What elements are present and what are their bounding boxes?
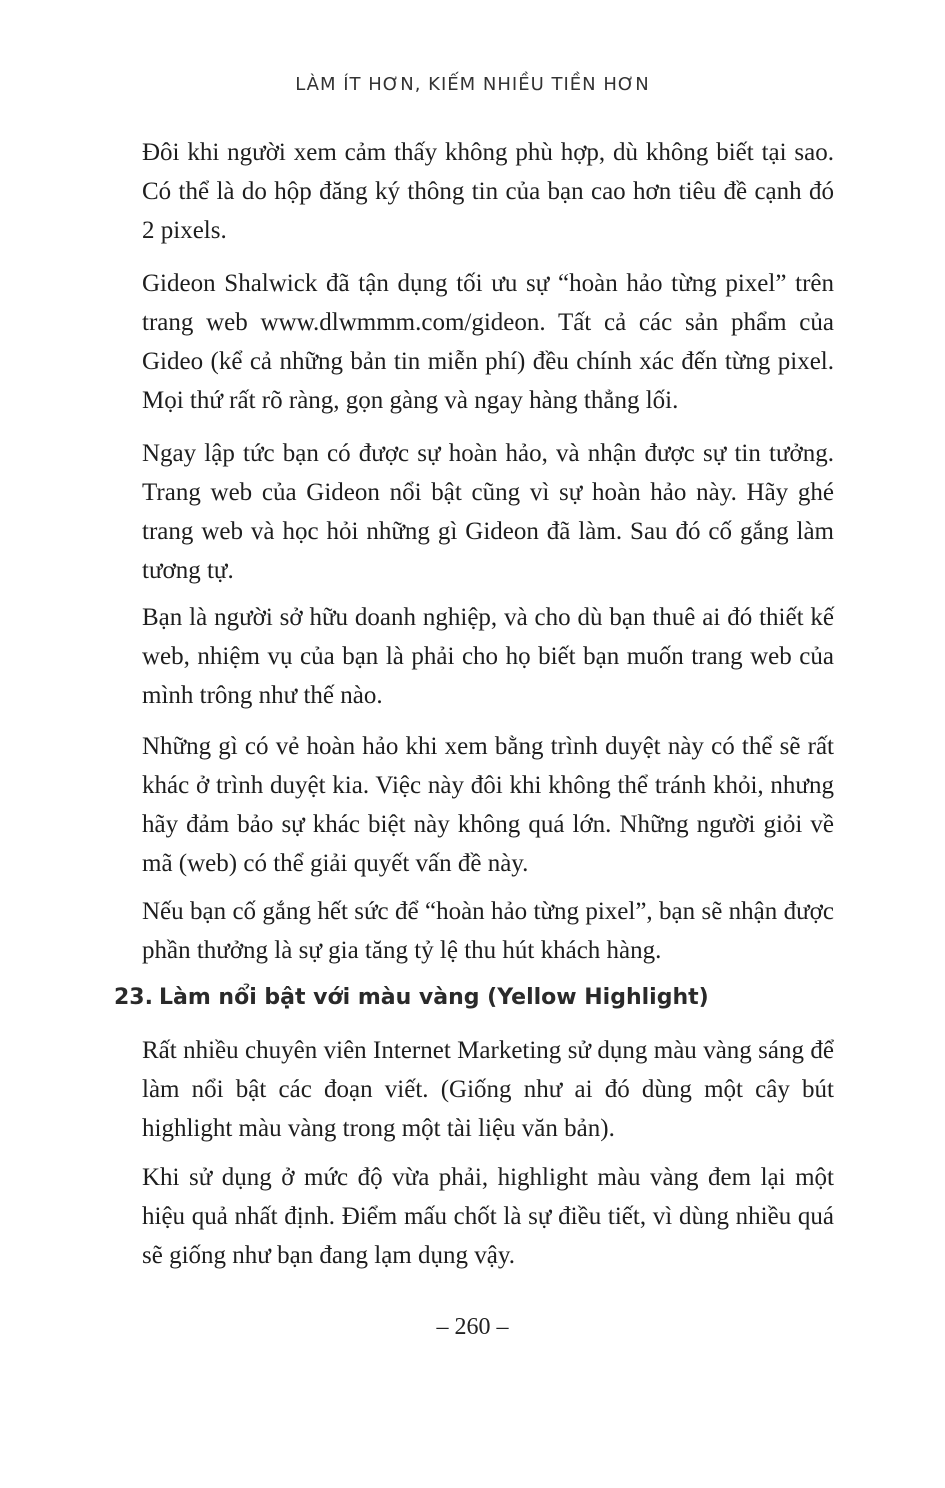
section-number: 23. <box>114 985 153 1010</box>
paragraph-gideon-shalwick: Gideon Shalwick đã tận dụng tối ưu sự “hoàn hảo từng pixel” trên trang web www.dlwmmm.com/gideon. Tất cả các sản phẩm của Gideo (kể cả những bản tin miễn phí) đều chính xác đến từng pixel. Mọi thứ rất rõ ràng, gọn gàng và ngay hàng thẳng lối. <box>142 270 834 414</box>
running-head: LÀM ÍT HƠN, KIẾM NHIỀU TIỀN HƠN <box>295 74 650 95</box>
paragraph-browser-differences: Những gì có vẻ hoàn hảo khi xem bằng trình duyệt này có thể sẽ rất khác ở trình duyệt kia. Việc này đôi khi không thể tránh khỏi, nhưng hãy đảm bảo sự khác biệt này không quá lớn. Những người giỏi về mã (web) có thể giải quyết vấn đề này. <box>142 733 834 877</box>
paragraph-business-owner: Bạn là người sở hữu doanh nghiệp, và cho dù bạn thuê ai đó thiết kế web, nhiệm vụ của bạn là phải cho họ biết bạn muốn trang web của mình trông như thế nào. <box>142 604 834 709</box>
paragraph-pixel-mismatch: Đôi khi người xem cảm thấy không phù hợp, dù không biết tại sao. Có thể là do hộp đăng ký thông tin của bạn cao hơn tiêu đề cạnh đó 2 pixels. <box>142 139 834 244</box>
paragraph-instant-perfection: Ngay lập tức bạn có được sự hoàn hảo, và nhận được sự tin tưởng. Trang web của Gideon nổi bật cũng vì sự hoàn hảo này. Hãy ghé trang web và học hỏi những gì Gideon đã làm. Sau đó cố gắng làm tương tự. <box>142 440 834 584</box>
paragraph-yellow-highlight-moderation: Khi sử dụng ở mức độ vừa phải, highlight màu vàng đem lại một hiệu quả nhất định. Điểm mấu chốt là sự điều tiết, vì dùng nhiều quá sẽ giống như bạn đang lạm dụng vậy. <box>142 1164 834 1269</box>
paragraph-pixel-reward: Nếu bạn cố gắng hết sức để “hoàn hảo từng pixel”, bạn sẽ nhận được phần thưởng là sự gia tăng tỷ lệ thu hút khách hàng. <box>142 898 834 964</box>
section-title: Làm nổi bật với màu vàng (Yellow Highlight) <box>158 985 709 1010</box>
section-heading <box>114 980 834 1016</box>
page-number: – 260 – <box>436 1314 509 1340</box>
paragraph-yellow-highlight-intro: Rất nhiều chuyên viên Internet Marketing sử dụng màu vàng sáng để làm nổi bật các đoạn viết. (Giống như ai đó dùng một cây bút highlight màu vàng trong một tài liệu văn bản). <box>142 1037 834 1142</box>
